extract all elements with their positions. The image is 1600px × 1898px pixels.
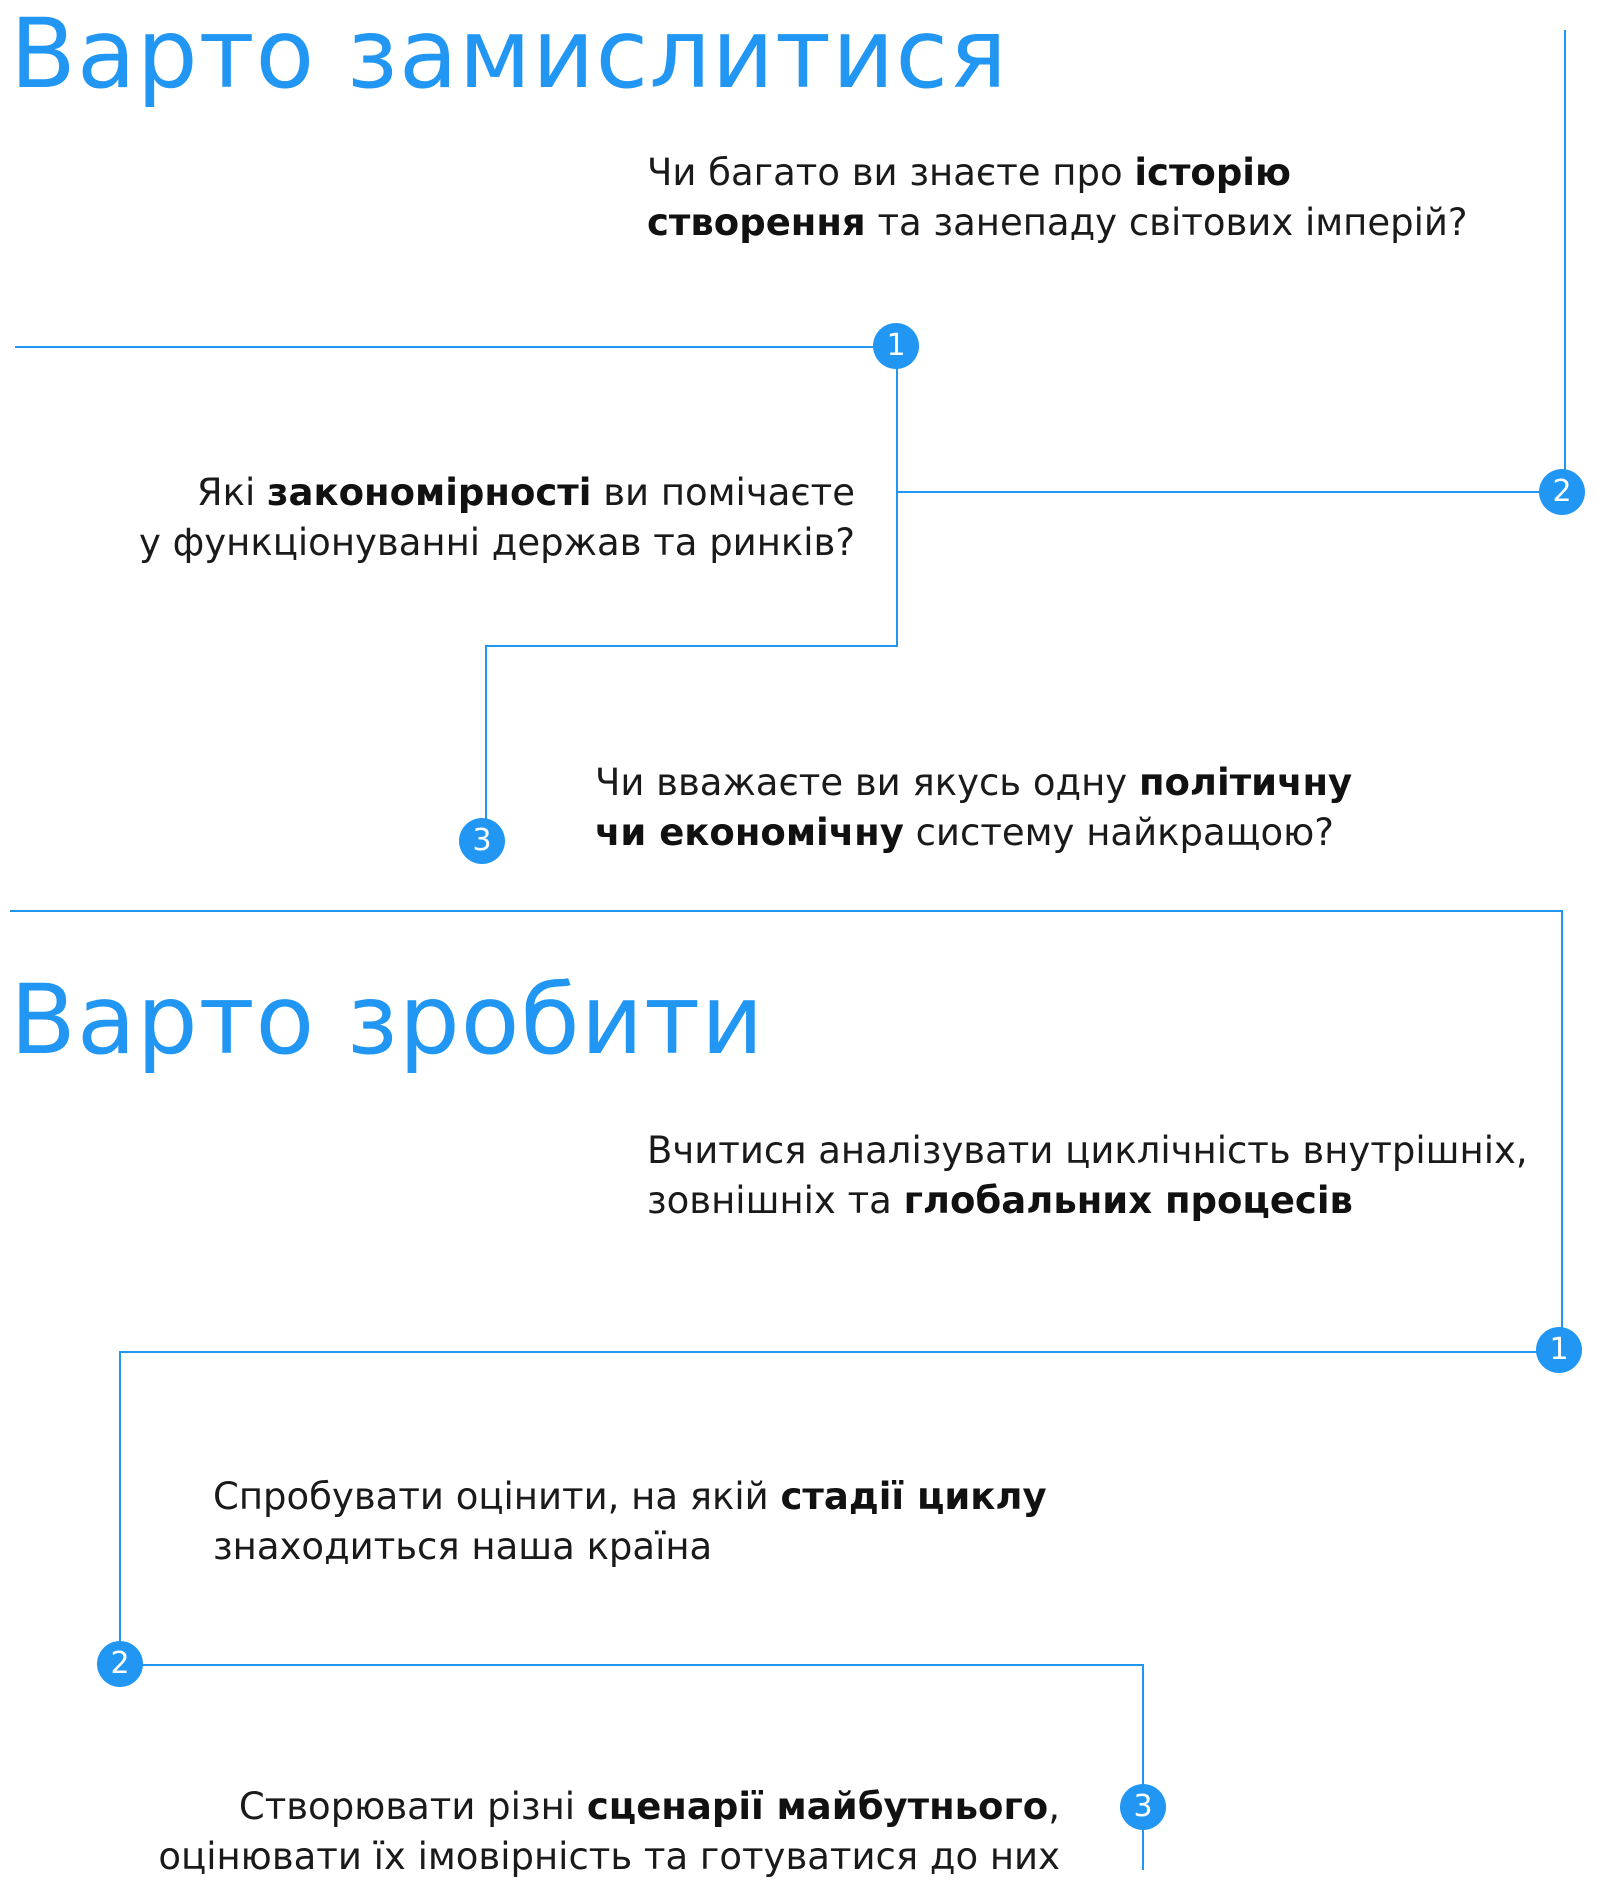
think-question-3 xyxy=(595,758,1352,858)
do-action-2 xyxy=(213,1472,1047,1572)
text-line: Які закономірності ви помічаєте xyxy=(196,471,855,514)
text-line: створення та занепаду світових імперій? xyxy=(647,201,1468,244)
text-line: Чи багато ви знаєте про історію xyxy=(647,151,1291,194)
text-line: оцінювати їх імовірність та готуватися до них xyxy=(158,1835,1060,1878)
text-line: чи економічну систему найкращою? xyxy=(595,811,1334,854)
step-badge-2: 2 xyxy=(97,1641,143,1687)
do-action-3 xyxy=(158,1782,1060,1882)
text-line: у функціонуванні держав та ринків? xyxy=(138,521,855,564)
text-line: Чи вважаєте ви якусь одну політичну xyxy=(595,761,1353,804)
section-title-do: Варто зробити xyxy=(10,964,765,1076)
step-badge-3: 3 xyxy=(459,818,505,864)
section-title-think: Варто замислитися xyxy=(10,0,1008,110)
step-badge-1: 1 xyxy=(1536,1327,1582,1373)
text-line: знаходиться наша країна xyxy=(213,1525,713,1568)
think-question-2 xyxy=(139,468,855,568)
step-badge-1: 1 xyxy=(873,323,919,369)
text-line: Вчитися аналізувати циклічність внутрішніх, xyxy=(647,1129,1528,1172)
step-badge-2: 2 xyxy=(1539,469,1585,515)
think-question-1 xyxy=(647,148,1468,248)
text-line: Створювати різні сценарії майбутнього, xyxy=(238,1785,1060,1828)
text-line: Спробувати оцінити, на якій стадії циклу xyxy=(213,1475,1047,1518)
step-badge-3: 3 xyxy=(1120,1784,1166,1830)
do-action-1 xyxy=(647,1126,1528,1226)
text-line: зовнішніх та глобальних процесів xyxy=(647,1179,1353,1222)
